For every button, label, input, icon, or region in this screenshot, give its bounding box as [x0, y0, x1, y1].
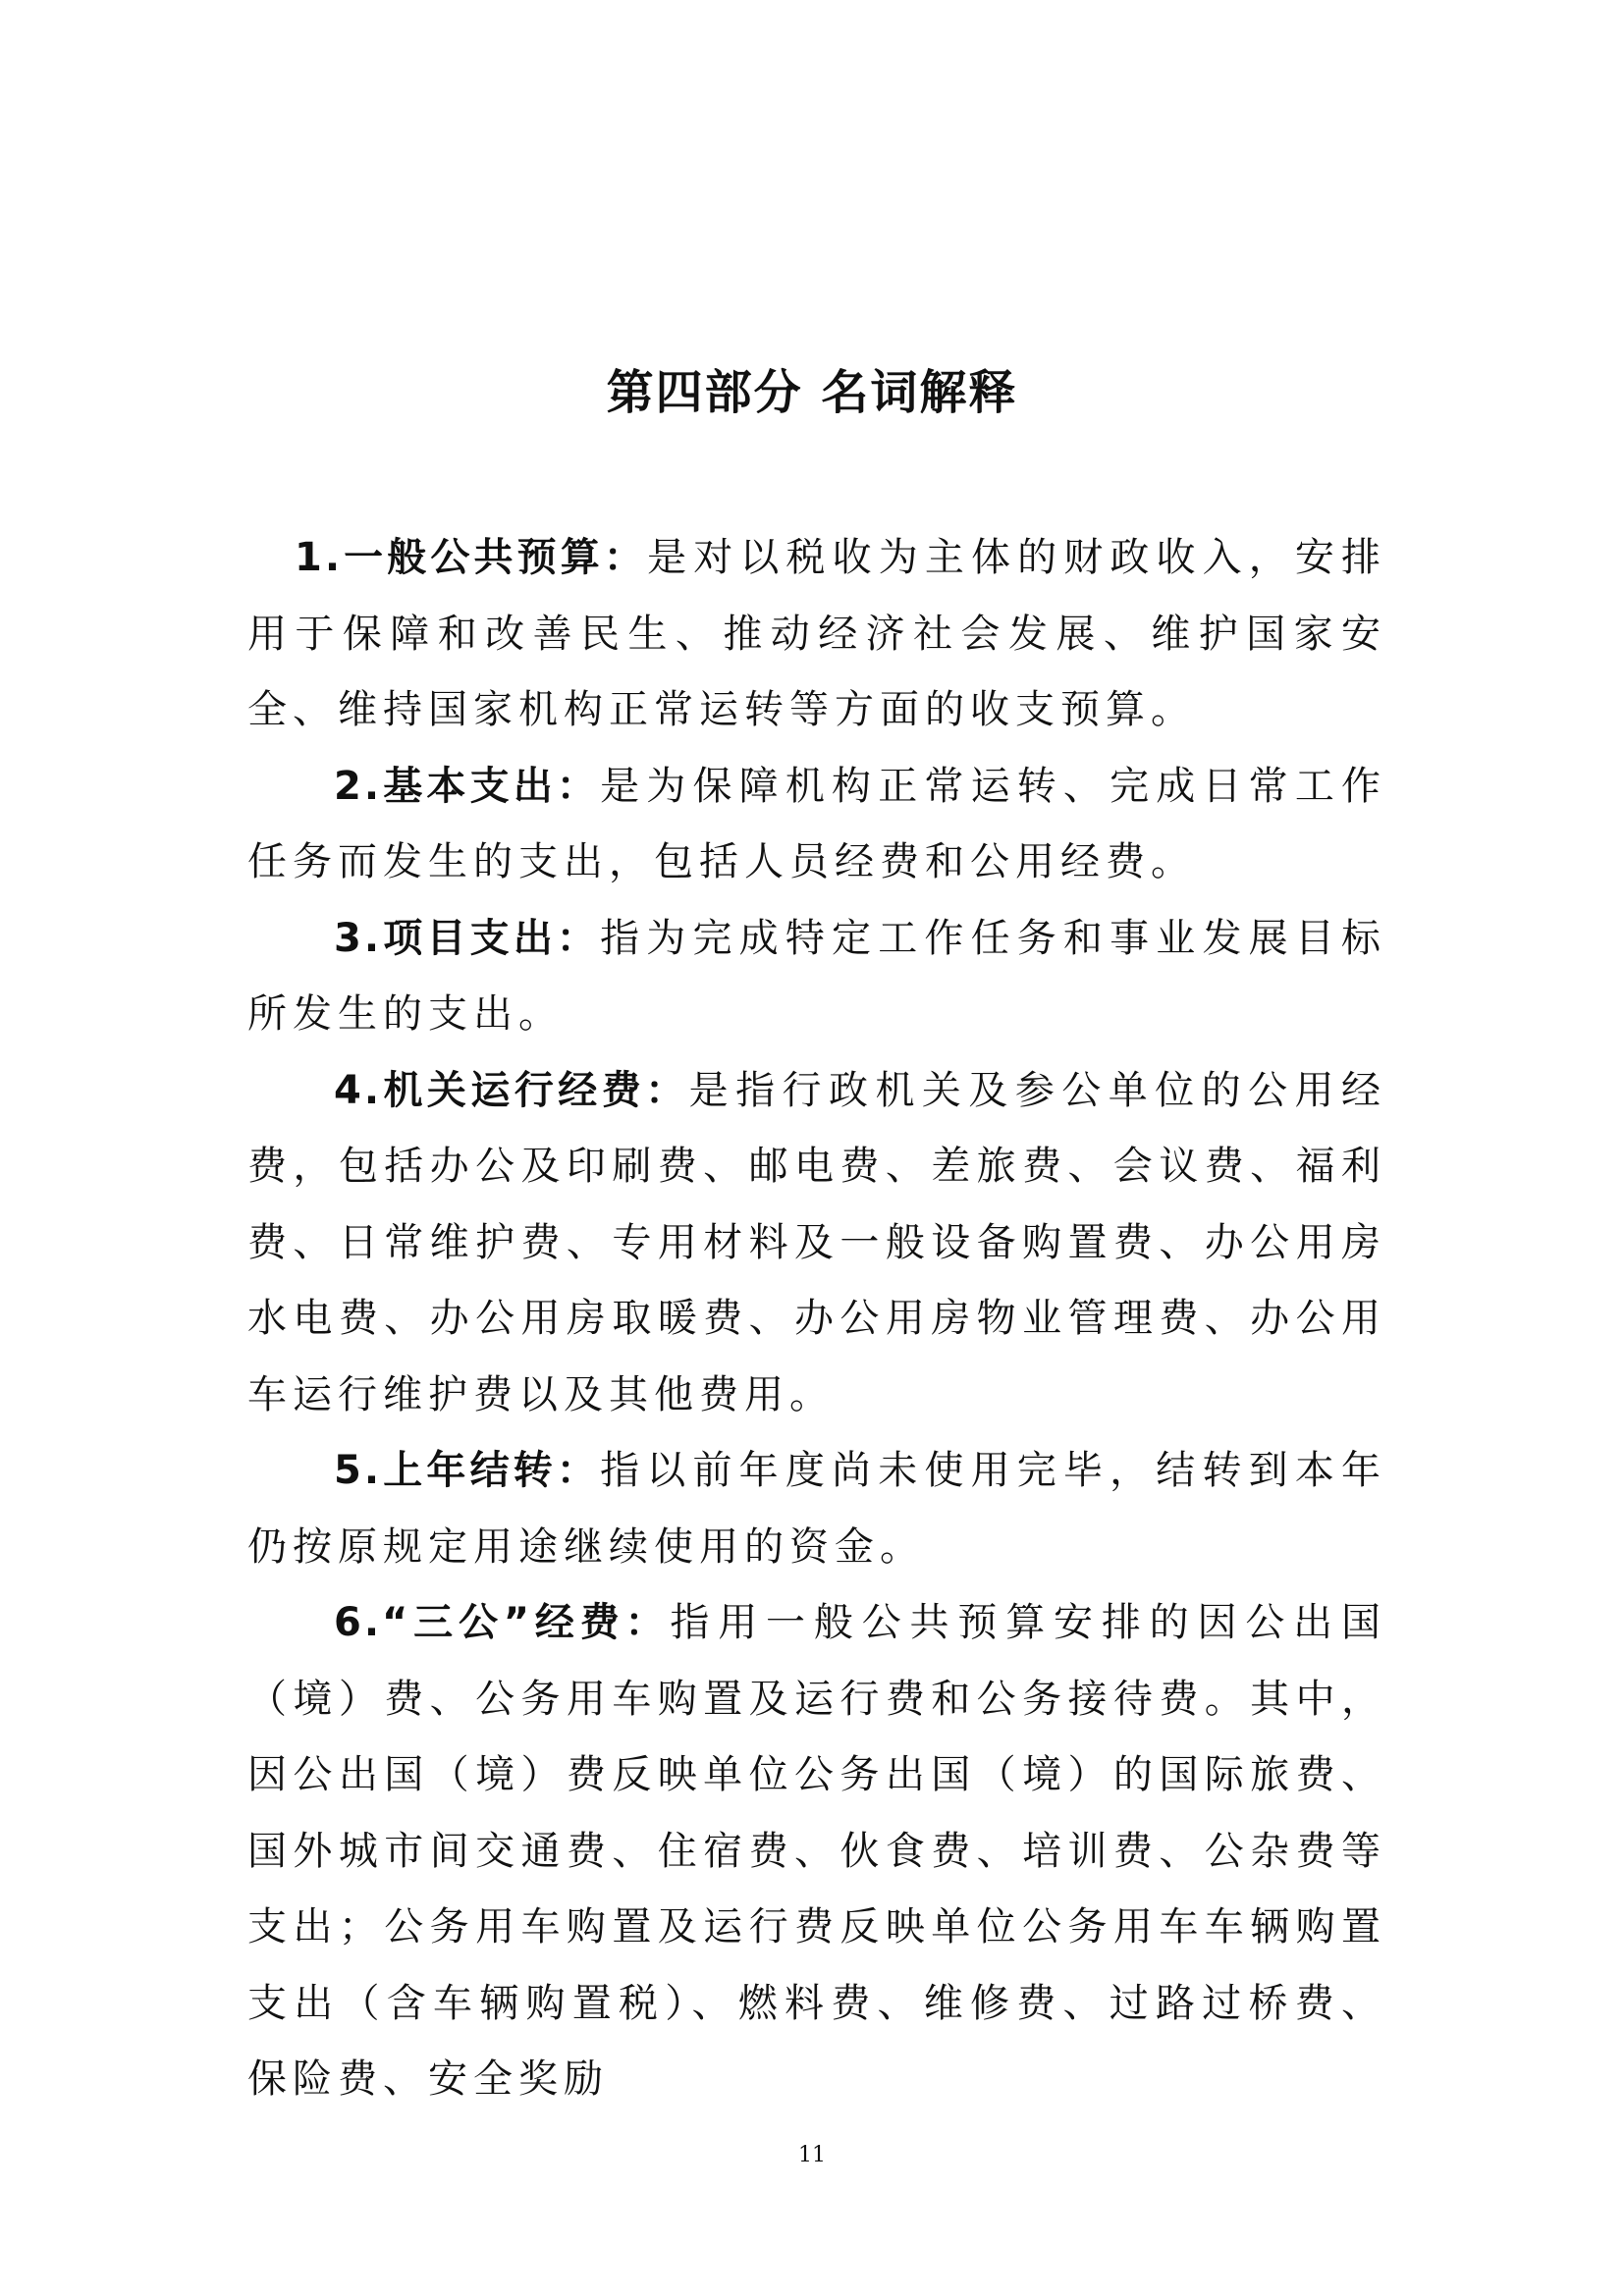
page-title: 第四部分 名词解释 — [606, 365, 1018, 420]
glossary-entry-prior-year-carryover — [247, 1433, 1386, 1585]
glossary-term: 2.基本支出： — [334, 763, 601, 809]
glossary-definition: 是为保障机构正常运转、完成日常工作任务而发生的支出，包括人员经费和公用经费。 — [247, 763, 1387, 884]
glossary-term: 4.机关运行经费： — [334, 1067, 689, 1113]
glossary-definition: 指以前年度尚未使用完毕，结转到本年仍按原规定用途继续使用的资金。 — [247, 1448, 1387, 1570]
glossary-term: 6.“三公”经费： — [334, 1600, 671, 1645]
glossary-entry-project-expenditure — [247, 901, 1386, 1053]
glossary-entry-basic-expenditure — [247, 749, 1386, 901]
glossary-definition: 是指行政机关及参公单位的公用经费，包括办公及印刷费、邮电费、差旅费、会议费、福利费、日常维护费、专用材料及一般设备购置费、办公用房水电费、办公用房取暖费、办公用房物业管理费、办公用车运行维护费以及其他费用。 — [247, 1067, 1386, 1417]
glossary-definition: 是对以税收为主体的财政收入，安排用于保障和改善民生、推动经济社会发展、维护国家安全、维持国家机构正常运转等方面的收支预算。 — [247, 535, 1386, 732]
glossary-entry-general-public-budget — [247, 520, 1386, 749]
glossary-body — [247, 520, 1386, 2118]
glossary-term: 5.上年结转： — [334, 1448, 601, 1493]
glossary-entry-three-public-funds — [247, 1585, 1386, 2118]
glossary-entry-operating-funds — [247, 1053, 1386, 1434]
glossary-term: 3.项目支出： — [334, 915, 601, 961]
glossary-definition: 指为完成特定工作任务和事业发展目标所发生的支出。 — [247, 915, 1387, 1037]
page-number: 11 — [798, 2143, 826, 2167]
glossary-term: 1.一般公共预算： — [295, 535, 648, 580]
glossary-definition: 指用一般公共预算安排的因公出国（境）费、公务用车购置及运行费和公务接待费。其中，因公出国（境）费反映单位公务出国（境）的国际旅费、国外城市间交通费、住宿费、伙食费、培训费、公杂费等支出；公务用车购置及运行费反映单位公务用车车辆购置支出（含车辆购置税）、燃料费、维修费、过路过桥费、保险费、安全奖励 — [247, 1600, 1386, 2102]
